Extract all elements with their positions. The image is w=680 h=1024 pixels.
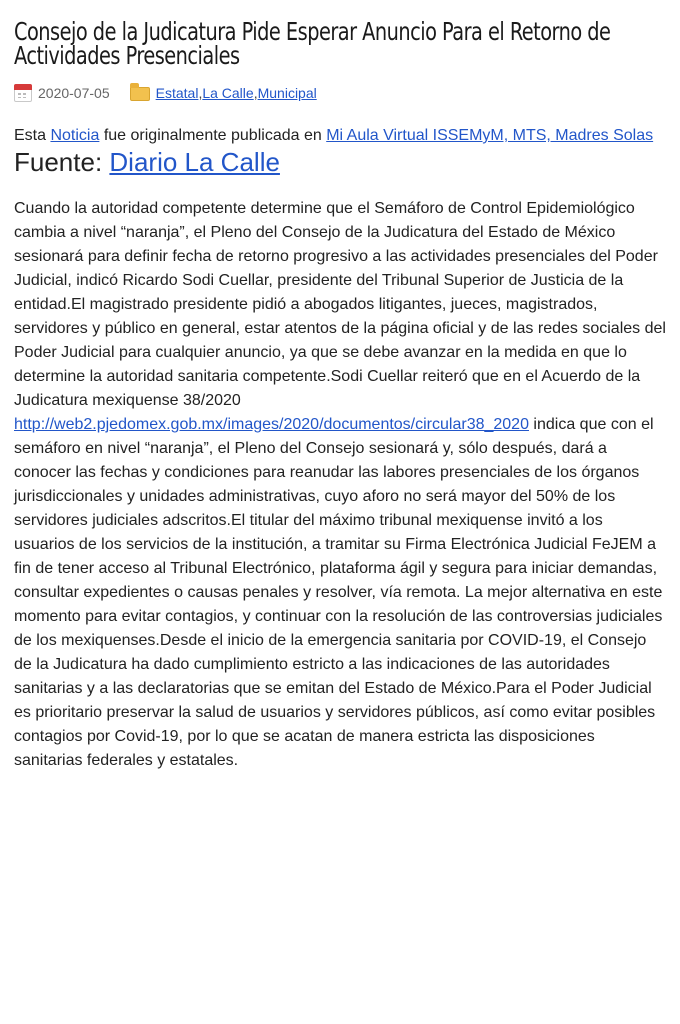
published-in-link[interactable]: Mi Aula Virtual ISSEMyM, MTS, Madres Solas <box>326 127 654 144</box>
calendar-icon <box>14 84 32 102</box>
circular-url-link[interactable]: http://web2.pjedomex.gob.mx/images/2020/documentos/circular38_2020 <box>14 416 529 433</box>
source-notice <box>14 124 666 147</box>
post-meta <box>14 84 666 102</box>
category-separator: , <box>253 85 258 101</box>
category-separator: , <box>198 85 203 101</box>
body-text-part-2: indica que con el semáforo en nivel “naranja”, el Pleno del Consejo sesionará y, sólo después, dará a conocer las fechas y condiciones para reanudar las labores presenciales de los órganos jurisdiccionales y unidades administrativas, cuyo aforo no será mayor del 50% de los servidores judiciales adscritos.El titular del máximo tribunal mexiquense invitó a los usuarios de los servicios de la institución, a tramitar su Firma Electrónica Judicial FeJEM a fin de tener acceso al Tribunal Electrónico, plataforma ágil y segura para iniciar demandas, consultar expedientes o causas penales y resolver, vía remota. La mejor alternativa en este momento para evitar contagios, y continuar con la resolución de las controversias judiciales de los mexiquenses.Desde el inicio de la emergencia sanitaria por COVID-19, el Consejo de la Judicatura ha dado cumplimiento estricto a las indicaciones de las autoridades sanitarias y a las declaratorias que se emitan del Estado de México.Para el Poder Judicial es prioritario preservar la salud de usuarios y servidores públicos, así como evitar posibles contagios por Covid-19, por lo que se acatan de manera estricta las disposiciones sanitarias federales y estatales. <box>14 416 663 769</box>
post-date: 2020-07-05 <box>38 85 110 101</box>
folder-icon <box>130 87 150 101</box>
body-text-part-1: Cuando la autoridad competente determine que el Semáforo de Control Epidemiológico cambia a nivel “naranja”, el Pleno del Consejo de la Judicatura del Estado de México sesionará para definir fecha de retorno progresivo a las actividades presenciales del Poder Judicial, indicó Ricardo Sodi Cuellar, presidente del Tribunal Superior de Justicia de la entidad.El magistrado presidente pidió a abogados litigantes, jueces, magistrados, servidores y público en general, estar atentos de la página oficial y de las redes sociales del Poder Judicial para cualquier anuncio, ya que se debe avanzar en la medida en que lo determine la autoridad sanitaria competente.Sodi Cuellar reiteró que en el Acuerdo de la Judicatura mexiquense 38/2020 <box>14 200 666 409</box>
source-middle: fue originalmente publicada en <box>99 127 327 144</box>
fuente-link[interactable]: Diario La Calle <box>109 147 280 177</box>
source-prefix: Esta <box>14 127 51 144</box>
noticia-link[interactable]: Noticia <box>50 127 100 144</box>
article-body <box>14 197 666 773</box>
fuente-label: Fuente: <box>14 147 110 177</box>
category-link-la-calle[interactable]: La Calle <box>202 85 254 101</box>
category-link-municipal[interactable]: Municipal <box>257 85 317 101</box>
post-title: Consejo de la Judicatura Pide Esperar Anuncio Para el Retorno de Actividades Presenciales <box>14 17 611 70</box>
fuente-line <box>14 147 666 177</box>
category-link-estatal[interactable]: Estatal <box>155 85 199 101</box>
